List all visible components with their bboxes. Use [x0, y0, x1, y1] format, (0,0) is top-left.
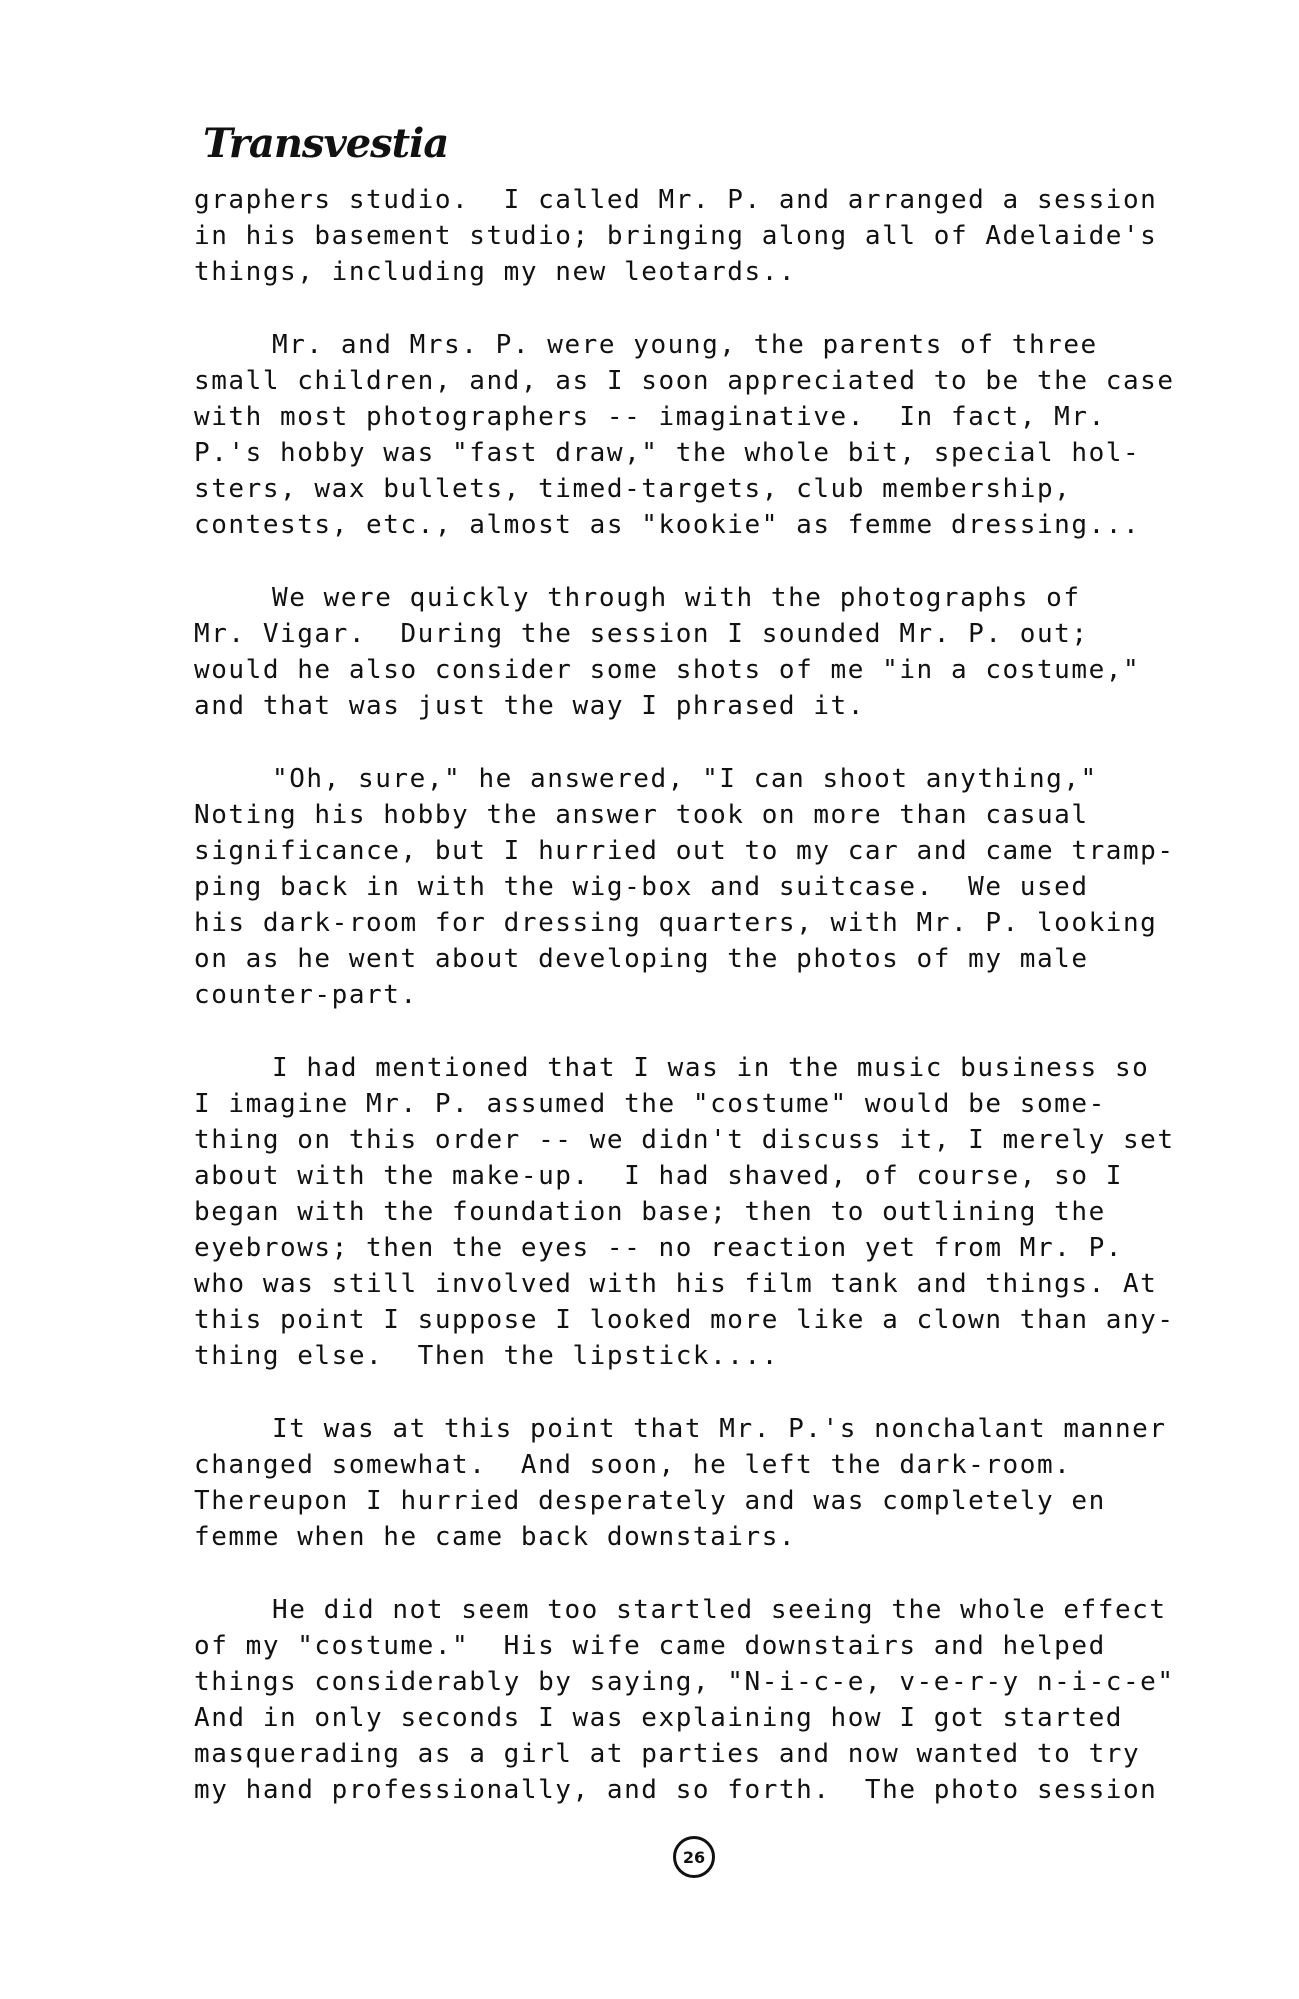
paragraph [194, 327, 1254, 543]
text-line: Thereupon I hurried desperately and was completely en [194, 1486, 1106, 1516]
text-line: his dark-room for dressing quarters, with Mr. P. looking [194, 908, 1158, 938]
text-line: Mr. and Mrs. P. were young, the parents of three [272, 330, 1098, 360]
text-line: P.'s hobby was "fast draw," the whole bit, special hol- [194, 438, 1141, 468]
text-line: with most photographers -- imaginative. In fact, Mr. [194, 402, 1106, 432]
text-line: Mr. Vigar. During the session I sounded Mr. P. out; [194, 619, 1089, 649]
paragraph [194, 580, 1254, 724]
text-line: "Oh, sure," he answered, "I can shoot anything," [272, 764, 1098, 794]
paragraph [194, 182, 1254, 290]
text-line: We were quickly through with the photographs of [272, 583, 1081, 613]
text-line: It was at this point that Mr. P.'s nonchalant manner [272, 1414, 1167, 1444]
text-line: masquerading as a girl at parties and now wanted to try [194, 1739, 1141, 1769]
text-line: He did not seem too startled seeing the whole effect [272, 1595, 1167, 1625]
text-line: about with the make-up. I had shaved, of course, so I [194, 1161, 1123, 1191]
paragraph [194, 761, 1254, 1013]
text-line: And in only seconds I was explaining how I got started [194, 1703, 1123, 1733]
text-line: thing else. Then the lipstick.... [194, 1341, 779, 1371]
text-line: would he also consider some shots of me "in a costume," [194, 655, 1141, 685]
text-line: changed somewhat. And soon, he left the dark-room. [194, 1450, 1072, 1480]
text-line: ping back in with the wig-box and suitcase. We used [194, 872, 1089, 902]
text-line: counter-part. [194, 980, 418, 1010]
text-line: this point I suppose I looked more like a clown than any- [194, 1305, 1175, 1335]
paragraph [194, 1411, 1254, 1555]
text-line: and that was just the way I phrased it. [194, 691, 865, 721]
text-line: Noting his hobby the answer took on more than casual [194, 800, 1089, 830]
text-line: eyebrows; then the eyes -- no reaction yet from Mr. P. [194, 1233, 1123, 1263]
paragraph [194, 1592, 1254, 1808]
text-line: my hand professionally, and so forth. The photo session [194, 1775, 1158, 1805]
article-body [194, 182, 1254, 1845]
text-line: significance, but I hurried out to my car and came tramp- [194, 836, 1175, 866]
page-number-badge: 26 [673, 1836, 715, 1878]
magazine-masthead: Transvestia [203, 120, 449, 167]
text-line: of my "costume." His wife came downstairs and helped [194, 1631, 1106, 1661]
text-line: on as he went about developing the photos of my male [194, 944, 1089, 974]
text-line: thing on this order -- we didn't discuss it, I merely set [194, 1125, 1175, 1155]
text-line: who was still involved with his film tank and things. At [194, 1269, 1158, 1299]
text-line: sters, wax bullets, timed-targets, club membership, [194, 474, 1072, 504]
paragraph [194, 1050, 1254, 1374]
text-line: things considerably by saying, "N-i-c-e, v-e-r-y n-i-c-e" [194, 1667, 1175, 1697]
text-line: graphers studio. I called Mr. P. and arranged a session [194, 185, 1158, 215]
text-line: small children, and, as I soon appreciated to be the case [194, 366, 1175, 396]
text-line: I imagine Mr. P. assumed the "costume" would be some- [194, 1089, 1106, 1119]
text-line: femme when he came back downstairs. [194, 1522, 797, 1552]
text-line: contests, etc., almost as "kookie" as femme dressing... [194, 510, 1141, 540]
text-line: things, including my new leotards.. [194, 257, 797, 287]
text-line: in his basement studio; bringing along all of Adelaide's [194, 221, 1158, 251]
text-line: began with the foundation base; then to outlining the [194, 1197, 1106, 1227]
text-line: I had mentioned that I was in the music business so [272, 1053, 1150, 1083]
